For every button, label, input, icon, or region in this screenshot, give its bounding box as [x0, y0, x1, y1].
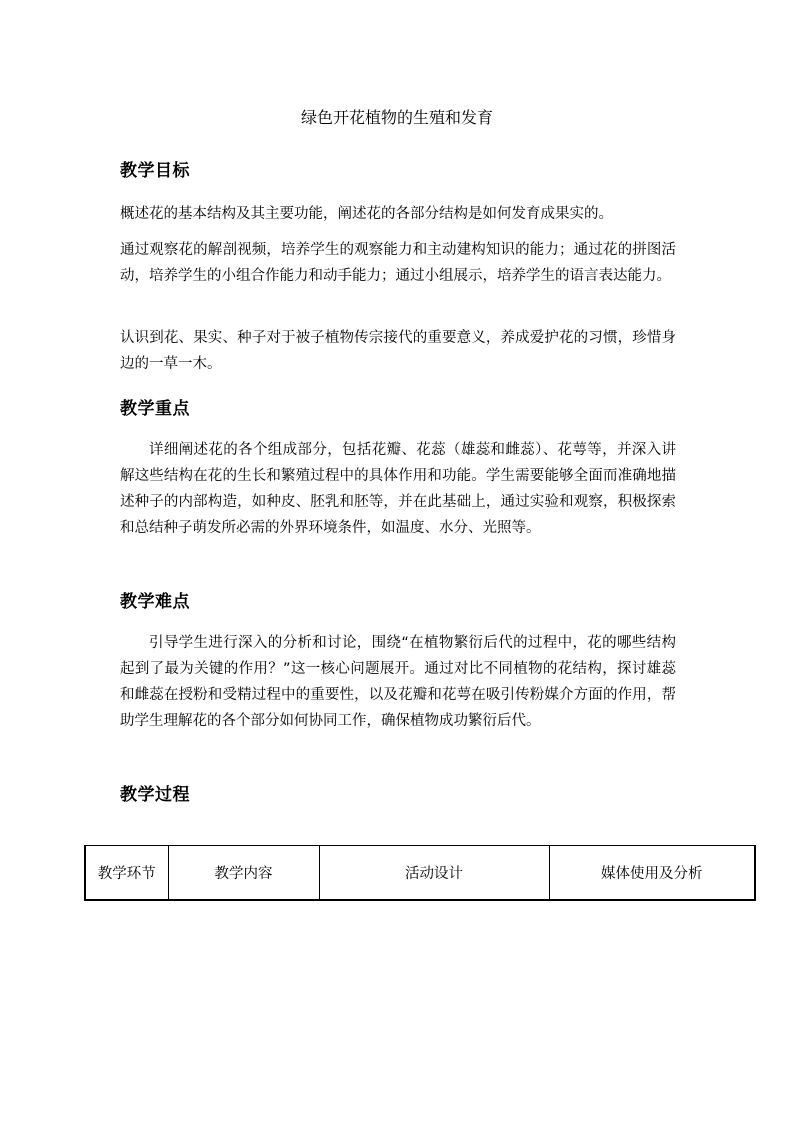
teaching-process-table [84, 845, 756, 901]
table-header-cell: 活动设计 [319, 846, 549, 901]
table-header-cell: 教学环节 [85, 846, 168, 901]
difficulties-heading: 教学难点 [120, 592, 190, 612]
objectives-paragraph-2: 通过观察花的解剖视频，培养学生的观察能力和主动建构知识的能力；通过花的拼图活动，培养学生的小组合作能力和动手能力；通过小组展示，培养学生的语言表达能力。 [120, 242, 676, 284]
table-header-cell: 教学内容 [168, 846, 319, 901]
difficulties-paragraph: 引导学生进行深入的分析和讨论，围绕“在植物繁衍后代的过程中，花的哪些结构起到了最为关键的作用？”这一核心问题展开。通过对比不同植物的花结构，探讨雄蕊和雌蕊在授粉和受精过程中的重要性，以及花瓣和花萼在吸引传粉媒介方面的作用，帮助学生理解花的各个部分如何协同工作，确保植物成功繁衍后代。 [120, 635, 676, 729]
key-points-heading: 教学重点 [120, 399, 190, 419]
document-title: 绿色开花植物的生殖和发育 [300, 108, 493, 127]
key-points-paragraph: 详细阐述花的各个组成部分，包括花瓣、花蕊（雄蕊和雌蕊）、花萼等，并深入讲解这些结构在花的生长和繁殖过程中的具体作用和功能。学生需要能够全面而准确地描述种子的内部构造，如种皮、胚乳和胚等，并在此基础上，通过实验和观察，积极探索和总结种子萌发所必需的外界环境条件，如温度、水分、光照等。 [120, 442, 676, 536]
objectives-paragraph-1: 概述花的基本结构及其主要功能，阐述花的各部分结构是如何发育成果实的。 [120, 206, 613, 222]
table-header-row [85, 846, 755, 901]
objectives-heading: 教学目标 [120, 161, 190, 181]
table-header-cell: 媒体使用及分析 [549, 846, 755, 901]
process-heading: 教学过程 [120, 785, 190, 805]
objectives-paragraph-3: 认识到花、果实、种子对于被子植物传宗接代的重要意义，养成爱护花的习惯，珍惜身边的一草一木。 [120, 330, 676, 372]
